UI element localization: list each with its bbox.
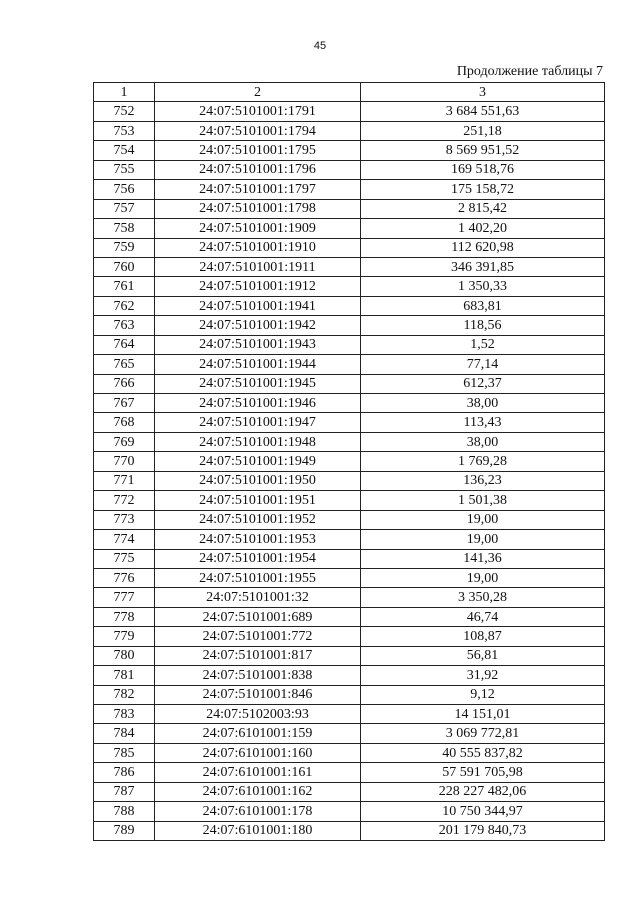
cadastral-number-cell: 24:07:5101001:1951	[155, 491, 361, 510]
cadastral-number-cell: 24:07:5101001:1798	[155, 199, 361, 218]
row-number-cell: 761	[94, 277, 155, 296]
table-row	[94, 296, 605, 315]
cadastral-number-cell: 24:07:5101001:1797	[155, 180, 361, 199]
cadastral-number-cell: 24:07:5101001:1796	[155, 160, 361, 179]
row-number-cell: 782	[94, 685, 155, 704]
table-body	[94, 102, 605, 841]
amount-cell: 2 815,42	[361, 199, 605, 218]
cadastral-number-cell: 24:07:6101001:178	[155, 802, 361, 821]
amount-cell: 3 069 772,81	[361, 724, 605, 743]
table-row	[94, 238, 605, 257]
header-col-2: 2	[155, 83, 361, 102]
cadastral-number-cell: 24:07:5101001:1949	[155, 452, 361, 471]
amount-cell: 1 501,38	[361, 491, 605, 510]
cadastral-number-cell: 24:07:5102003:93	[155, 705, 361, 724]
amount-cell: 118,56	[361, 316, 605, 335]
cadastral-number-cell: 24:07:5101001:1946	[155, 394, 361, 413]
amount-cell: 108,87	[361, 627, 605, 646]
amount-cell: 251,18	[361, 121, 605, 140]
amount-cell: 228 227 482,06	[361, 782, 605, 801]
table-row	[94, 705, 605, 724]
row-number-cell: 786	[94, 763, 155, 782]
cadastral-number-cell: 24:07:5101001:1911	[155, 257, 361, 276]
cadastral-number-cell: 24:07:5101001:1791	[155, 102, 361, 121]
table-row	[94, 277, 605, 296]
cadastral-number-cell: 24:07:5101001:1952	[155, 510, 361, 529]
amount-cell: 3 350,28	[361, 588, 605, 607]
amount-cell: 1,52	[361, 335, 605, 354]
amount-cell: 31,92	[361, 666, 605, 685]
table-row	[94, 763, 605, 782]
row-number-cell: 758	[94, 219, 155, 238]
amount-cell: 175 158,72	[361, 180, 605, 199]
row-number-cell: 763	[94, 316, 155, 335]
amount-cell: 38,00	[361, 394, 605, 413]
table-row	[94, 549, 605, 568]
cadastral-number-cell: 24:07:5101001:1954	[155, 549, 361, 568]
cadastral-number-cell: 24:07:5101001:838	[155, 666, 361, 685]
cadastral-number-cell: 24:07:6101001:161	[155, 763, 361, 782]
row-number-cell: 764	[94, 335, 155, 354]
table-row	[94, 491, 605, 510]
table-row	[94, 355, 605, 374]
table-row	[94, 199, 605, 218]
cadastral-number-cell: 24:07:5101001:1947	[155, 413, 361, 432]
row-number-cell: 766	[94, 374, 155, 393]
cadastral-number-cell: 24:07:5101001:1942	[155, 316, 361, 335]
table-row	[94, 724, 605, 743]
table-row	[94, 160, 605, 179]
table-row	[94, 821, 605, 840]
table-row	[94, 471, 605, 490]
amount-cell: 201 179 840,73	[361, 821, 605, 840]
table-row	[94, 374, 605, 393]
row-number-cell: 765	[94, 355, 155, 374]
table-row	[94, 627, 605, 646]
amount-cell: 19,00	[361, 568, 605, 587]
cadastral-number-cell: 24:07:6101001:159	[155, 724, 361, 743]
row-number-cell: 775	[94, 549, 155, 568]
page-number: 45	[313, 40, 327, 52]
row-number-cell: 759	[94, 238, 155, 257]
table-row	[94, 646, 605, 665]
row-number-cell: 776	[94, 568, 155, 587]
table-row	[94, 432, 605, 451]
row-number-cell: 779	[94, 627, 155, 646]
cadastral-number-cell: 24:07:5101001:817	[155, 646, 361, 665]
row-number-cell: 789	[94, 821, 155, 840]
row-number-cell: 771	[94, 471, 155, 490]
row-number-cell: 757	[94, 199, 155, 218]
table-row	[94, 588, 605, 607]
table-header	[94, 83, 605, 102]
cadastral-number-cell: 24:07:5101001:1909	[155, 219, 361, 238]
cadastral-number-cell: 24:07:5101001:1948	[155, 432, 361, 451]
table-row	[94, 180, 605, 199]
table-row	[94, 607, 605, 626]
cadastral-number-cell: 24:07:5101001:1910	[155, 238, 361, 257]
amount-cell: 112 620,98	[361, 238, 605, 257]
table-row	[94, 394, 605, 413]
amount-cell: 113,43	[361, 413, 605, 432]
row-number-cell: 784	[94, 724, 155, 743]
row-number-cell: 756	[94, 180, 155, 199]
amount-cell: 1 402,20	[361, 219, 605, 238]
table-row	[94, 102, 605, 121]
amount-cell: 10 750 344,97	[361, 802, 605, 821]
cadastral-number-cell: 24:07:5101001:1945	[155, 374, 361, 393]
amount-cell: 683,81	[361, 296, 605, 315]
cadastral-number-cell: 24:07:5101001:1794	[155, 121, 361, 140]
amount-cell: 136,23	[361, 471, 605, 490]
amount-cell: 77,14	[361, 355, 605, 374]
row-number-cell: 780	[94, 646, 155, 665]
cadastral-number-cell: 24:07:5101001:1943	[155, 335, 361, 354]
cadastral-number-cell: 24:07:5101001:1795	[155, 141, 361, 160]
row-number-cell: 774	[94, 530, 155, 549]
row-number-cell: 785	[94, 743, 155, 762]
row-number-cell: 768	[94, 413, 155, 432]
amount-cell: 19,00	[361, 530, 605, 549]
row-number-cell: 755	[94, 160, 155, 179]
table-row	[94, 743, 605, 762]
amount-cell: 8 569 951,52	[361, 141, 605, 160]
amount-cell: 141,36	[361, 549, 605, 568]
row-number-cell: 781	[94, 666, 155, 685]
row-number-cell: 772	[94, 491, 155, 510]
amount-cell: 14 151,01	[361, 705, 605, 724]
table-row	[94, 530, 605, 549]
data-table	[93, 82, 605, 841]
table-row	[94, 121, 605, 140]
table-row	[94, 685, 605, 704]
cadastral-number-cell: 24:07:5101001:1950	[155, 471, 361, 490]
header-col-1: 1	[94, 83, 155, 102]
header-col-3: 3	[361, 83, 605, 102]
cadastral-number-cell: 24:07:5101001:772	[155, 627, 361, 646]
table-row	[94, 316, 605, 335]
table-row	[94, 219, 605, 238]
cadastral-number-cell: 24:07:6101001:162	[155, 782, 361, 801]
row-number-cell: 770	[94, 452, 155, 471]
row-number-cell: 778	[94, 607, 155, 626]
cadastral-number-cell: 24:07:5101001:1941	[155, 296, 361, 315]
row-number-cell: 773	[94, 510, 155, 529]
amount-cell: 3 684 551,63	[361, 102, 605, 121]
amount-cell: 46,74	[361, 607, 605, 626]
cadastral-number-cell: 24:07:5101001:689	[155, 607, 361, 626]
table-row	[94, 666, 605, 685]
table-row	[94, 510, 605, 529]
row-number-cell: 753	[94, 121, 155, 140]
row-number-cell: 783	[94, 705, 155, 724]
cadastral-number-cell: 24:07:6101001:160	[155, 743, 361, 762]
amount-cell: 346 391,85	[361, 257, 605, 276]
amount-cell: 57 591 705,98	[361, 763, 605, 782]
table-row	[94, 452, 605, 471]
amount-cell: 19,00	[361, 510, 605, 529]
table-row	[94, 568, 605, 587]
cadastral-number-cell: 24:07:5101001:1912	[155, 277, 361, 296]
table-row	[94, 141, 605, 160]
amount-cell: 1 769,28	[361, 452, 605, 471]
cadastral-number-cell: 24:07:5101001:1944	[155, 355, 361, 374]
row-number-cell: 760	[94, 257, 155, 276]
amount-cell: 9,12	[361, 685, 605, 704]
cadastral-number-cell: 24:07:6101001:180	[155, 821, 361, 840]
table-row	[94, 335, 605, 354]
table-row	[94, 257, 605, 276]
table-caption: Продолжение таблицы 7	[456, 64, 603, 79]
cadastral-number-cell: 24:07:5101001:1955	[155, 568, 361, 587]
cadastral-number-cell: 24:07:5101001:846	[155, 685, 361, 704]
table-row	[94, 802, 605, 821]
cadastral-number-cell: 24:07:5101001:32	[155, 588, 361, 607]
table-row	[94, 413, 605, 432]
row-number-cell: 752	[94, 102, 155, 121]
row-number-cell: 777	[94, 588, 155, 607]
amount-cell: 56,81	[361, 646, 605, 665]
row-number-cell: 787	[94, 782, 155, 801]
row-number-cell: 767	[94, 394, 155, 413]
amount-cell: 40 555 837,82	[361, 743, 605, 762]
amount-cell: 169 518,76	[361, 160, 605, 179]
row-number-cell: 762	[94, 296, 155, 315]
row-number-cell: 769	[94, 432, 155, 451]
row-number-cell: 754	[94, 141, 155, 160]
table-row	[94, 782, 605, 801]
amount-cell: 38,00	[361, 432, 605, 451]
amount-cell: 1 350,33	[361, 277, 605, 296]
cadastral-number-cell: 24:07:5101001:1953	[155, 530, 361, 549]
amount-cell: 612,37	[361, 374, 605, 393]
header-row	[94, 83, 605, 102]
row-number-cell: 788	[94, 802, 155, 821]
